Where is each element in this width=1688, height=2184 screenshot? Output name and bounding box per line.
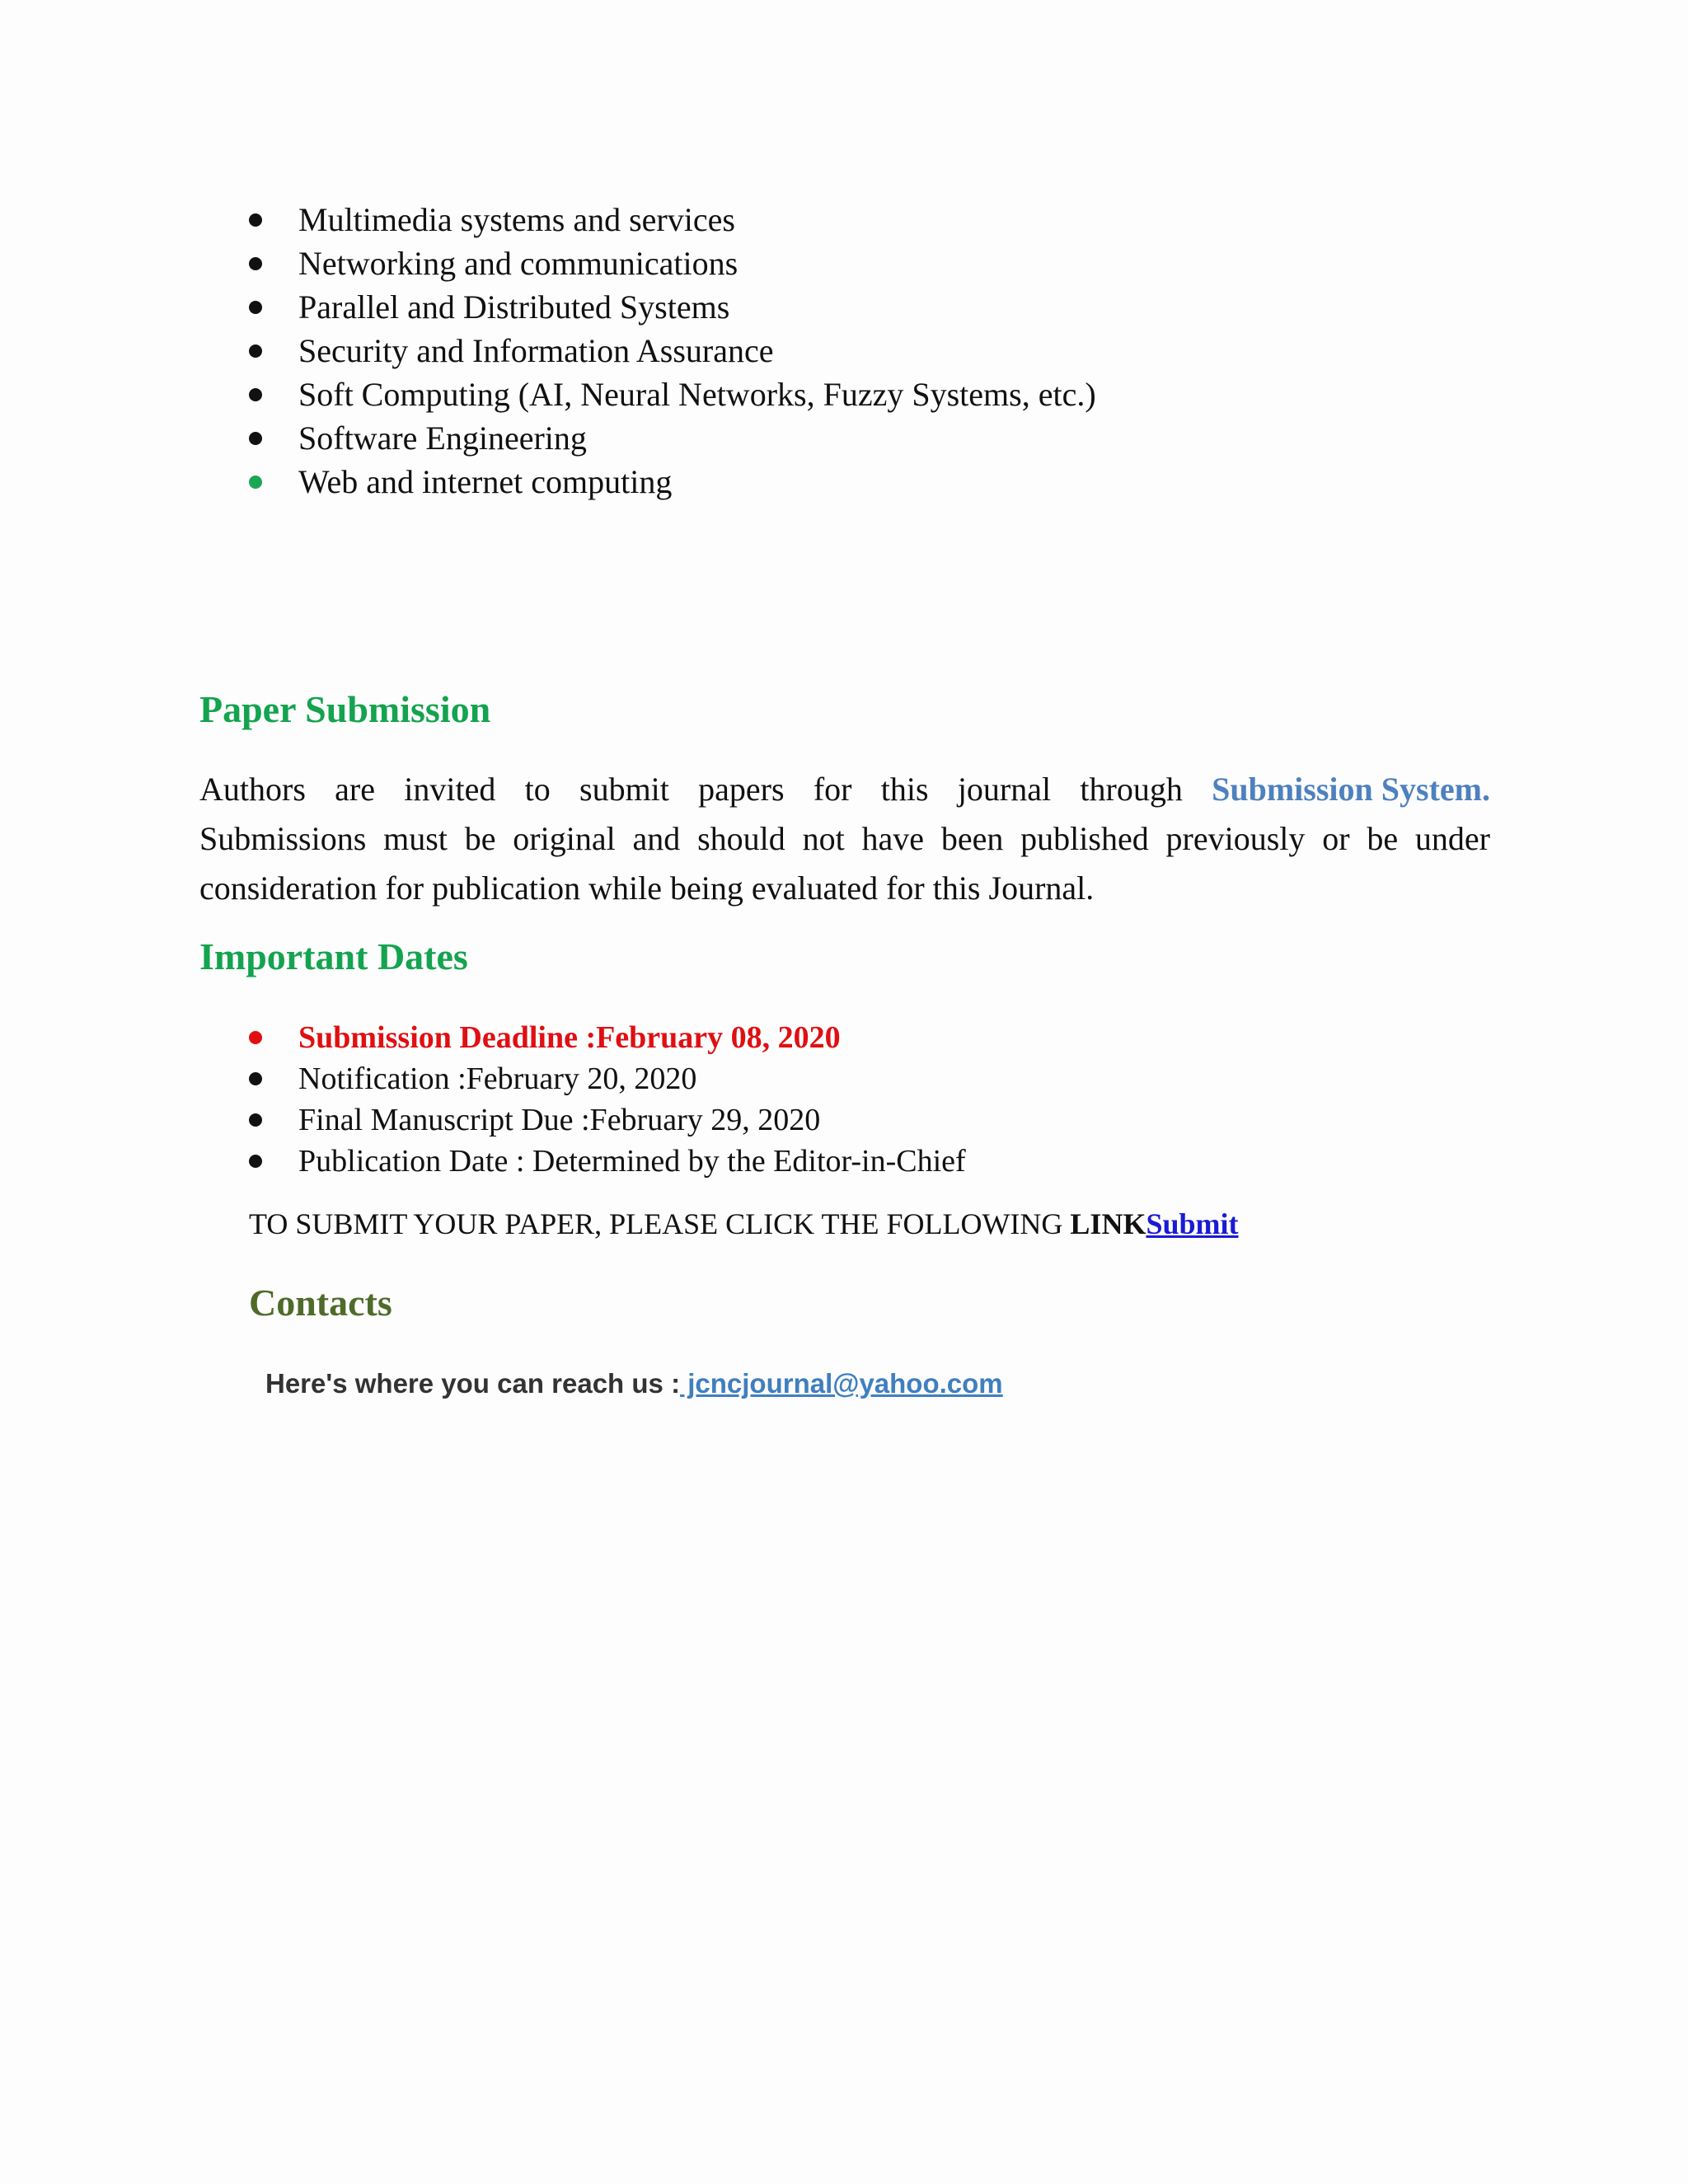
submission-body-text: Submissions must be original and should not have been published previously or be under consideration for publication while being evaluated for this Journal. <box>199 820 1490 907</box>
bullet-icon <box>249 213 262 227</box>
date-text: Notification :February 20, 2020 <box>298 1062 697 1096</box>
word: to <box>524 771 551 808</box>
submit-link[interactable]: Submit <box>1146 1207 1239 1240</box>
word: for <box>813 771 852 808</box>
topic-text: Networking and communications <box>298 245 738 282</box>
link-label: LINK <box>1070 1207 1146 1240</box>
date-text: Submission Deadline :February 08, 2020 <box>298 1020 841 1055</box>
contact-line <box>265 1368 1003 1399</box>
list-item <box>249 329 1096 373</box>
bullet-icon <box>249 257 262 270</box>
list-item <box>249 416 1096 460</box>
topic-text: Parallel and Distributed Systems <box>298 288 730 326</box>
contact-text: Here's where you can reach us : <box>265 1368 681 1399</box>
email-link[interactable]: jcncjournal@yahoo.com <box>680 1368 1003 1399</box>
topic-text: Web and internet computing <box>298 463 673 500</box>
list-item <box>249 241 1096 285</box>
topic-text: Software Engineering <box>298 419 587 457</box>
date-text: Final Manuscript Due :February 29, 2020 <box>298 1103 821 1137</box>
list-item <box>249 198 1096 241</box>
list-item <box>249 1017 966 1058</box>
list-item <box>249 1058 966 1099</box>
word: invited <box>404 771 496 808</box>
word: Authors <box>199 771 306 808</box>
bullet-icon <box>249 1155 262 1168</box>
bullet-icon <box>249 301 262 314</box>
bullet-icon <box>249 1072 262 1085</box>
topic-text: Multimedia systems and services <box>298 201 735 238</box>
submission-first-line <box>199 765 1490 814</box>
list-item <box>249 460 1096 504</box>
word: through <box>1080 771 1183 808</box>
topic-text: Security and Information Assurance <box>298 332 774 369</box>
submit-instruction-text: TO SUBMIT YOUR PAPER, PLEASE CLICK THE FOLLOWING <box>249 1207 1071 1240</box>
list-item <box>249 1141 966 1182</box>
list-item <box>249 1099 966 1141</box>
date-text: Publication Date : Determined by the Editor-in-Chief <box>298 1144 966 1179</box>
paper-submission-heading: Paper Submission <box>199 688 491 730</box>
list-item <box>249 373 1096 416</box>
submission-paragraph <box>199 765 1490 913</box>
submission-system-link[interactable]: Submission System. <box>1212 771 1490 808</box>
important-dates-heading: Important Dates <box>199 935 468 977</box>
contacts-heading: Contacts <box>249 1282 392 1324</box>
topics-list <box>249 198 1096 504</box>
word: are <box>335 771 375 808</box>
word: this <box>880 771 929 808</box>
bullet-icon <box>249 432 262 445</box>
submit-instruction <box>249 1207 1239 1241</box>
dates-list <box>249 1017 966 1182</box>
bullet-icon <box>249 1031 262 1044</box>
word: papers <box>698 771 785 808</box>
bullet-icon <box>249 388 262 401</box>
list-item <box>249 285 1096 329</box>
bullet-icon <box>249 344 262 358</box>
topic-text: Soft Computing (AI, Neural Networks, Fuzzy Systems, etc.) <box>298 376 1096 413</box>
word: submit <box>579 771 669 808</box>
word: journal <box>957 771 1052 808</box>
bullet-icon <box>249 1113 262 1127</box>
bullet-icon <box>249 476 262 489</box>
